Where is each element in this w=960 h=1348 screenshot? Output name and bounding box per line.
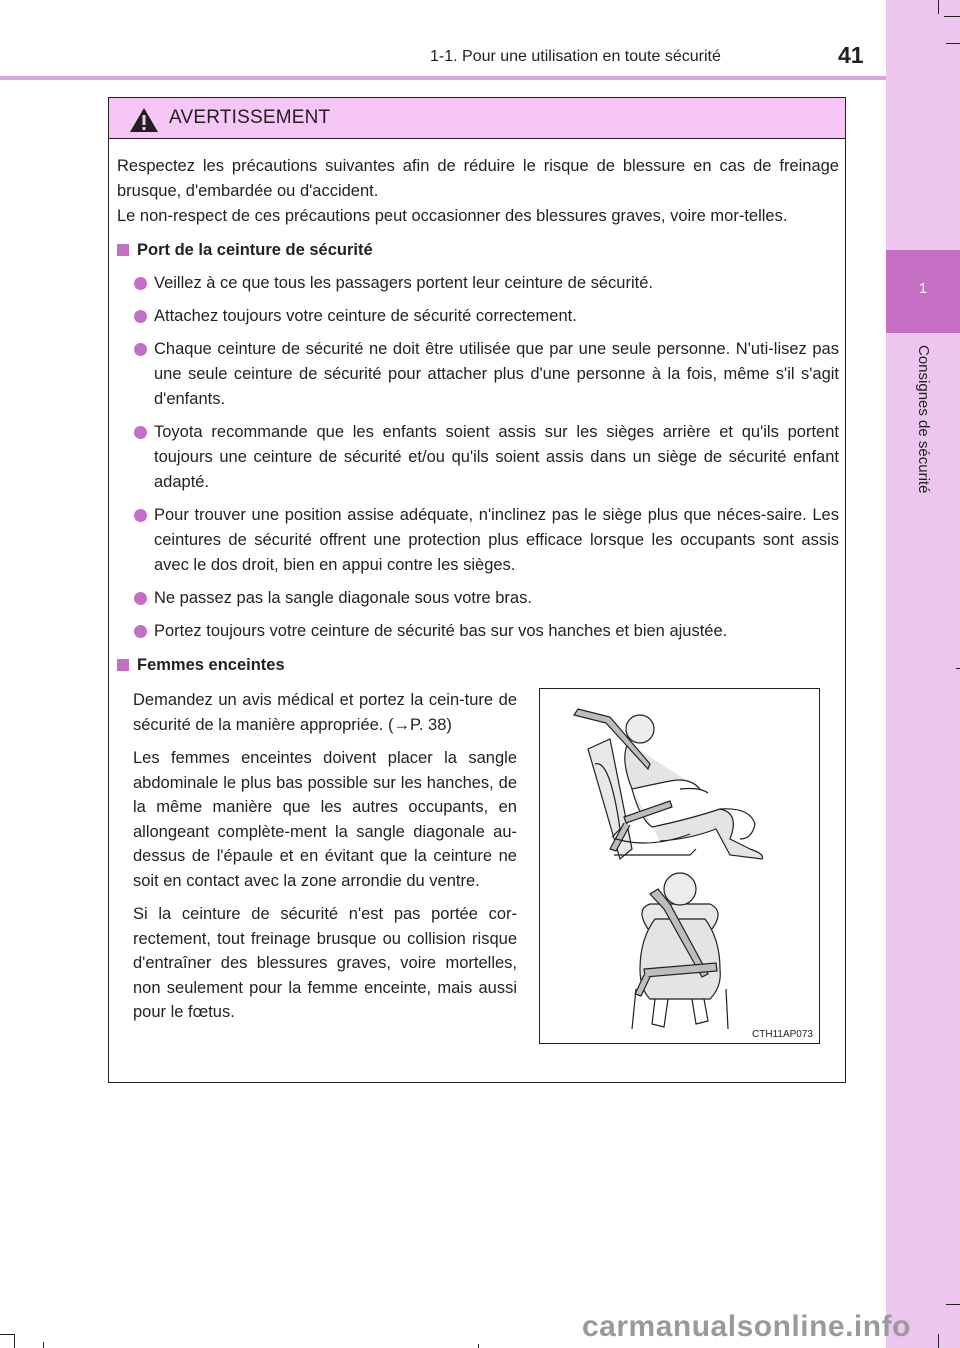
page-header bbox=[0, 0, 886, 82]
pregnant-seatbelt-illustration bbox=[539, 688, 820, 1044]
list-item bbox=[117, 304, 839, 329]
section-heading-text: Port de la ceinture de sécurité bbox=[137, 241, 373, 259]
warning-title: AVERTISSEMENT bbox=[169, 107, 331, 128]
warning-box bbox=[108, 97, 846, 1083]
pregnant-paragraph: Demandez un avis médical et portez la cein-ture de sécurité de la manière appropriée. (→P. 38) bbox=[133, 691, 517, 734]
crop-mark bbox=[946, 43, 960, 44]
crop-mark bbox=[0, 1334, 14, 1335]
page-number: 41 bbox=[838, 42, 864, 68]
warning-header bbox=[109, 98, 845, 139]
list-item-text: Ne passez pas la sangle diagonale sous votre bras. bbox=[154, 589, 532, 607]
crop-mark bbox=[43, 1342, 44, 1348]
list-item-text: Attachez toujours votre ceinture de sécurité correctement. bbox=[154, 307, 577, 325]
warning-content bbox=[117, 154, 839, 678]
crop-mark bbox=[478, 1344, 479, 1348]
header-divider bbox=[0, 76, 886, 80]
pregnant-paragraph: Si la ceinture de sécurité n'est pas portée cor-rectement, tout freinage brusque ou collision risque d'entraîner des blessures graves, voire mortelles, non seulement pour la femme enceinte, mais aussi pour le fœtus. bbox=[133, 905, 517, 1021]
list-item bbox=[117, 420, 839, 495]
round-bullet-icon bbox=[134, 625, 147, 638]
crop-mark bbox=[946, 1304, 960, 1305]
list-item-text: Veillez à ce que tous les passagers portent leur ceinture de sécurité. bbox=[154, 274, 653, 292]
round-bullet-icon bbox=[134, 509, 147, 522]
list-item-text: Portez toujours votre ceinture de sécurité bas sur vos hanches et bien ajustée. bbox=[154, 622, 728, 640]
crop-mark bbox=[944, 16, 960, 17]
section-title: 1-1. Pour une utilisation en toute sécurité bbox=[430, 48, 721, 65]
list-item bbox=[117, 271, 839, 296]
illustration-code: CTH11AP073 bbox=[752, 1029, 813, 1040]
pregnant-text-column bbox=[133, 688, 517, 1034]
crop-mark bbox=[938, 1334, 939, 1348]
round-bullet-icon bbox=[134, 343, 147, 356]
square-bullet-icon bbox=[117, 659, 129, 671]
chapter-label: Consignes de sécurité bbox=[915, 345, 932, 494]
list-item-text: Toyota recommande que les enfants soient assis sur les sièges arrière et qu'ils portent toujours une ceinture de sécurité et/ou qu'ils soient assis dans un siège de sécurité enfant adapté. bbox=[154, 423, 839, 491]
round-bullet-icon bbox=[134, 592, 147, 605]
crop-mark bbox=[938, 0, 939, 14]
crop-mark bbox=[956, 668, 960, 669]
chapter-number-box bbox=[886, 250, 960, 333]
list-item bbox=[117, 503, 839, 578]
crop-mark bbox=[14, 1334, 15, 1348]
list-item bbox=[117, 586, 839, 611]
watermark: carmanualsonline.info bbox=[582, 1310, 911, 1343]
chapter-number: 1 bbox=[918, 280, 928, 297]
list-item bbox=[117, 337, 839, 412]
seated-figures-drawing bbox=[540, 689, 821, 1045]
square-bullet-icon bbox=[117, 244, 129, 256]
list-item-text: Chaque ceinture de sécurité ne doit être utilisée que par une seule personne. N'uti-lisez pas une seule ceinture de sécurité pour attacher plus d'une personne à la fois, même s'il s'agit d'enfants. bbox=[154, 340, 839, 408]
round-bullet-icon bbox=[134, 277, 147, 290]
section-heading-text: Femmes enceintes bbox=[137, 656, 285, 674]
pregnant-paragraph: Les femmes enceintes doivent placer la sangle abdominale le plus bas possible sur les hanches, de la même manière que les autres occupants, en allongeant complète-ment la sangle diagonale au-dessus de l'épaule et en évitant que la ceinture ne soit en contact avec la zone arrondie du ventre. bbox=[133, 749, 517, 890]
round-bullet-icon bbox=[134, 310, 147, 323]
warning-triangle-icon bbox=[129, 107, 159, 138]
intro-paragraph: Le non-respect de ces précautions peut occasionner des blessures graves, voire mor-telles. bbox=[117, 207, 788, 225]
list-item-text: Pour trouver une position assise adéquate, n'inclinez pas le siège plus que néces-saire. Les ceintures de sécurité offrent une protection plus efficace lorsque les occupants sont assis avec le dos droit, bien en appui contre les sièges. bbox=[154, 506, 839, 574]
chapter-side-tab bbox=[886, 0, 960, 1348]
section-heading-pregnant bbox=[117, 653, 839, 678]
round-bullet-icon bbox=[134, 426, 147, 439]
list-item bbox=[117, 619, 839, 644]
section-heading-seatbelt bbox=[117, 238, 839, 263]
intro-paragraph: Respectez les précautions suivantes afin de réduire le risque de blessure en cas de freinage brusque, d'embardée ou d'accident. bbox=[117, 157, 839, 200]
